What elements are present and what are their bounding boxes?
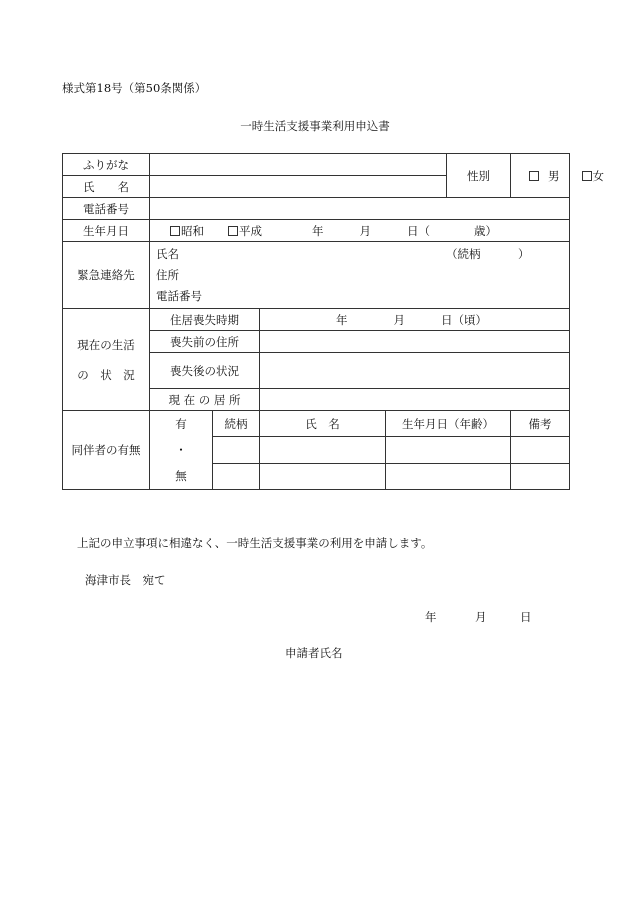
male-label: 男 — [548, 168, 560, 183]
housing-loss-date-label: 住居喪失時期 — [150, 309, 260, 331]
companions-yes: 有 — [175, 417, 187, 431]
birth-month-label: 月 — [359, 223, 371, 238]
loss-day-label: 日（頃） — [441, 312, 487, 327]
emergency-relation-close: ） — [518, 246, 530, 261]
companion-birthdate-cell[interactable] — [386, 437, 511, 463]
companion-notes-cell[interactable] — [511, 437, 570, 463]
after-status-field[interactable] — [260, 353, 570, 389]
birth-day-label: 日（ — [407, 223, 430, 238]
companions-label: 同伴者の有無 — [63, 411, 150, 490]
companions-yes-no[interactable] — [150, 411, 213, 490]
housing-loss-date-field[interactable] — [260, 309, 570, 331]
birthdate-field[interactable] — [150, 220, 570, 242]
current-residence-label: 現 在 の 居 所 — [150, 389, 260, 411]
emergency-address-label: 住所 — [156, 267, 179, 282]
date-year-label: 年 — [425, 610, 437, 624]
phone-field[interactable] — [150, 198, 570, 220]
current-status-label-line2: の 状 況 — [77, 367, 135, 382]
name-field[interactable] — [150, 176, 447, 198]
furigana-field[interactable] — [150, 154, 447, 176]
application-form-table — [62, 153, 604, 490]
heisei-label: 平成 — [239, 223, 262, 238]
companions-dot: ・ — [175, 443, 187, 457]
companion-relation-cell[interactable] — [213, 463, 260, 489]
age-label: 歳） — [474, 223, 497, 238]
loss-year-label: 年 — [336, 312, 348, 327]
companion-col-relation: 続柄 — [213, 411, 260, 437]
male-checkbox[interactable] — [529, 171, 539, 181]
declaration-statement: 上記の申立事項に相違なく、一時生活支援事業の利用を申請します。 — [77, 536, 433, 550]
emergency-contact-field[interactable] — [150, 242, 570, 309]
companion-col-notes: 備考 — [511, 411, 570, 437]
companion-relation-cell[interactable] — [213, 437, 260, 463]
birth-year-label: 年 — [312, 223, 324, 238]
showa-checkbox[interactable] — [170, 226, 180, 236]
current-residence-field[interactable] — [260, 389, 570, 411]
companion-birthdate-cell[interactable] — [386, 463, 511, 489]
emergency-name-label: 氏名 — [156, 246, 179, 261]
name-label: 氏 名 — [63, 176, 150, 198]
female-label: 女 — [592, 168, 604, 183]
applicant-name-label: 申請者氏名 — [285, 646, 343, 660]
addressee: 海津市長 宛て — [85, 573, 166, 587]
loss-month-label: 月 — [393, 312, 405, 327]
showa-label: 昭和 — [181, 223, 204, 238]
prev-address-label: 喪失前の住所 — [150, 331, 260, 353]
phone-label: 電話番号 — [63, 198, 150, 220]
companion-name-cell[interactable] — [260, 437, 386, 463]
emergency-phone-label: 電話番号 — [156, 288, 202, 303]
emergency-relation-label: （続柄 — [446, 246, 481, 261]
gender-options — [511, 154, 604, 198]
date-month-label: 月 — [475, 610, 487, 624]
companion-col-birthdate: 生年月日（年齢） — [386, 411, 511, 437]
furigana-label: ふりがな — [63, 154, 150, 176]
gender-label: 性別 — [447, 154, 511, 198]
heisei-checkbox[interactable] — [228, 226, 238, 236]
prev-address-field[interactable] — [260, 331, 570, 353]
emergency-contact-label: 緊急連絡先 — [63, 242, 150, 309]
current-status-label — [63, 309, 150, 411]
companion-col-name: 氏 名 — [260, 411, 386, 437]
companion-notes-cell[interactable] — [511, 463, 570, 489]
female-checkbox[interactable] — [582, 171, 592, 181]
date-day-label: 日 — [520, 610, 532, 624]
companion-name-cell[interactable] — [260, 463, 386, 489]
form-number: 様式第18号（第50条関係） — [62, 81, 207, 95]
current-status-label-line1: 現在の生活 — [77, 337, 135, 352]
companions-no: 無 — [175, 469, 187, 483]
form-title: 一時生活支援事業利用申込書 — [240, 119, 390, 133]
after-status-label: 喪失後の状況 — [150, 353, 260, 389]
birthdate-label: 生年月日 — [63, 220, 150, 242]
